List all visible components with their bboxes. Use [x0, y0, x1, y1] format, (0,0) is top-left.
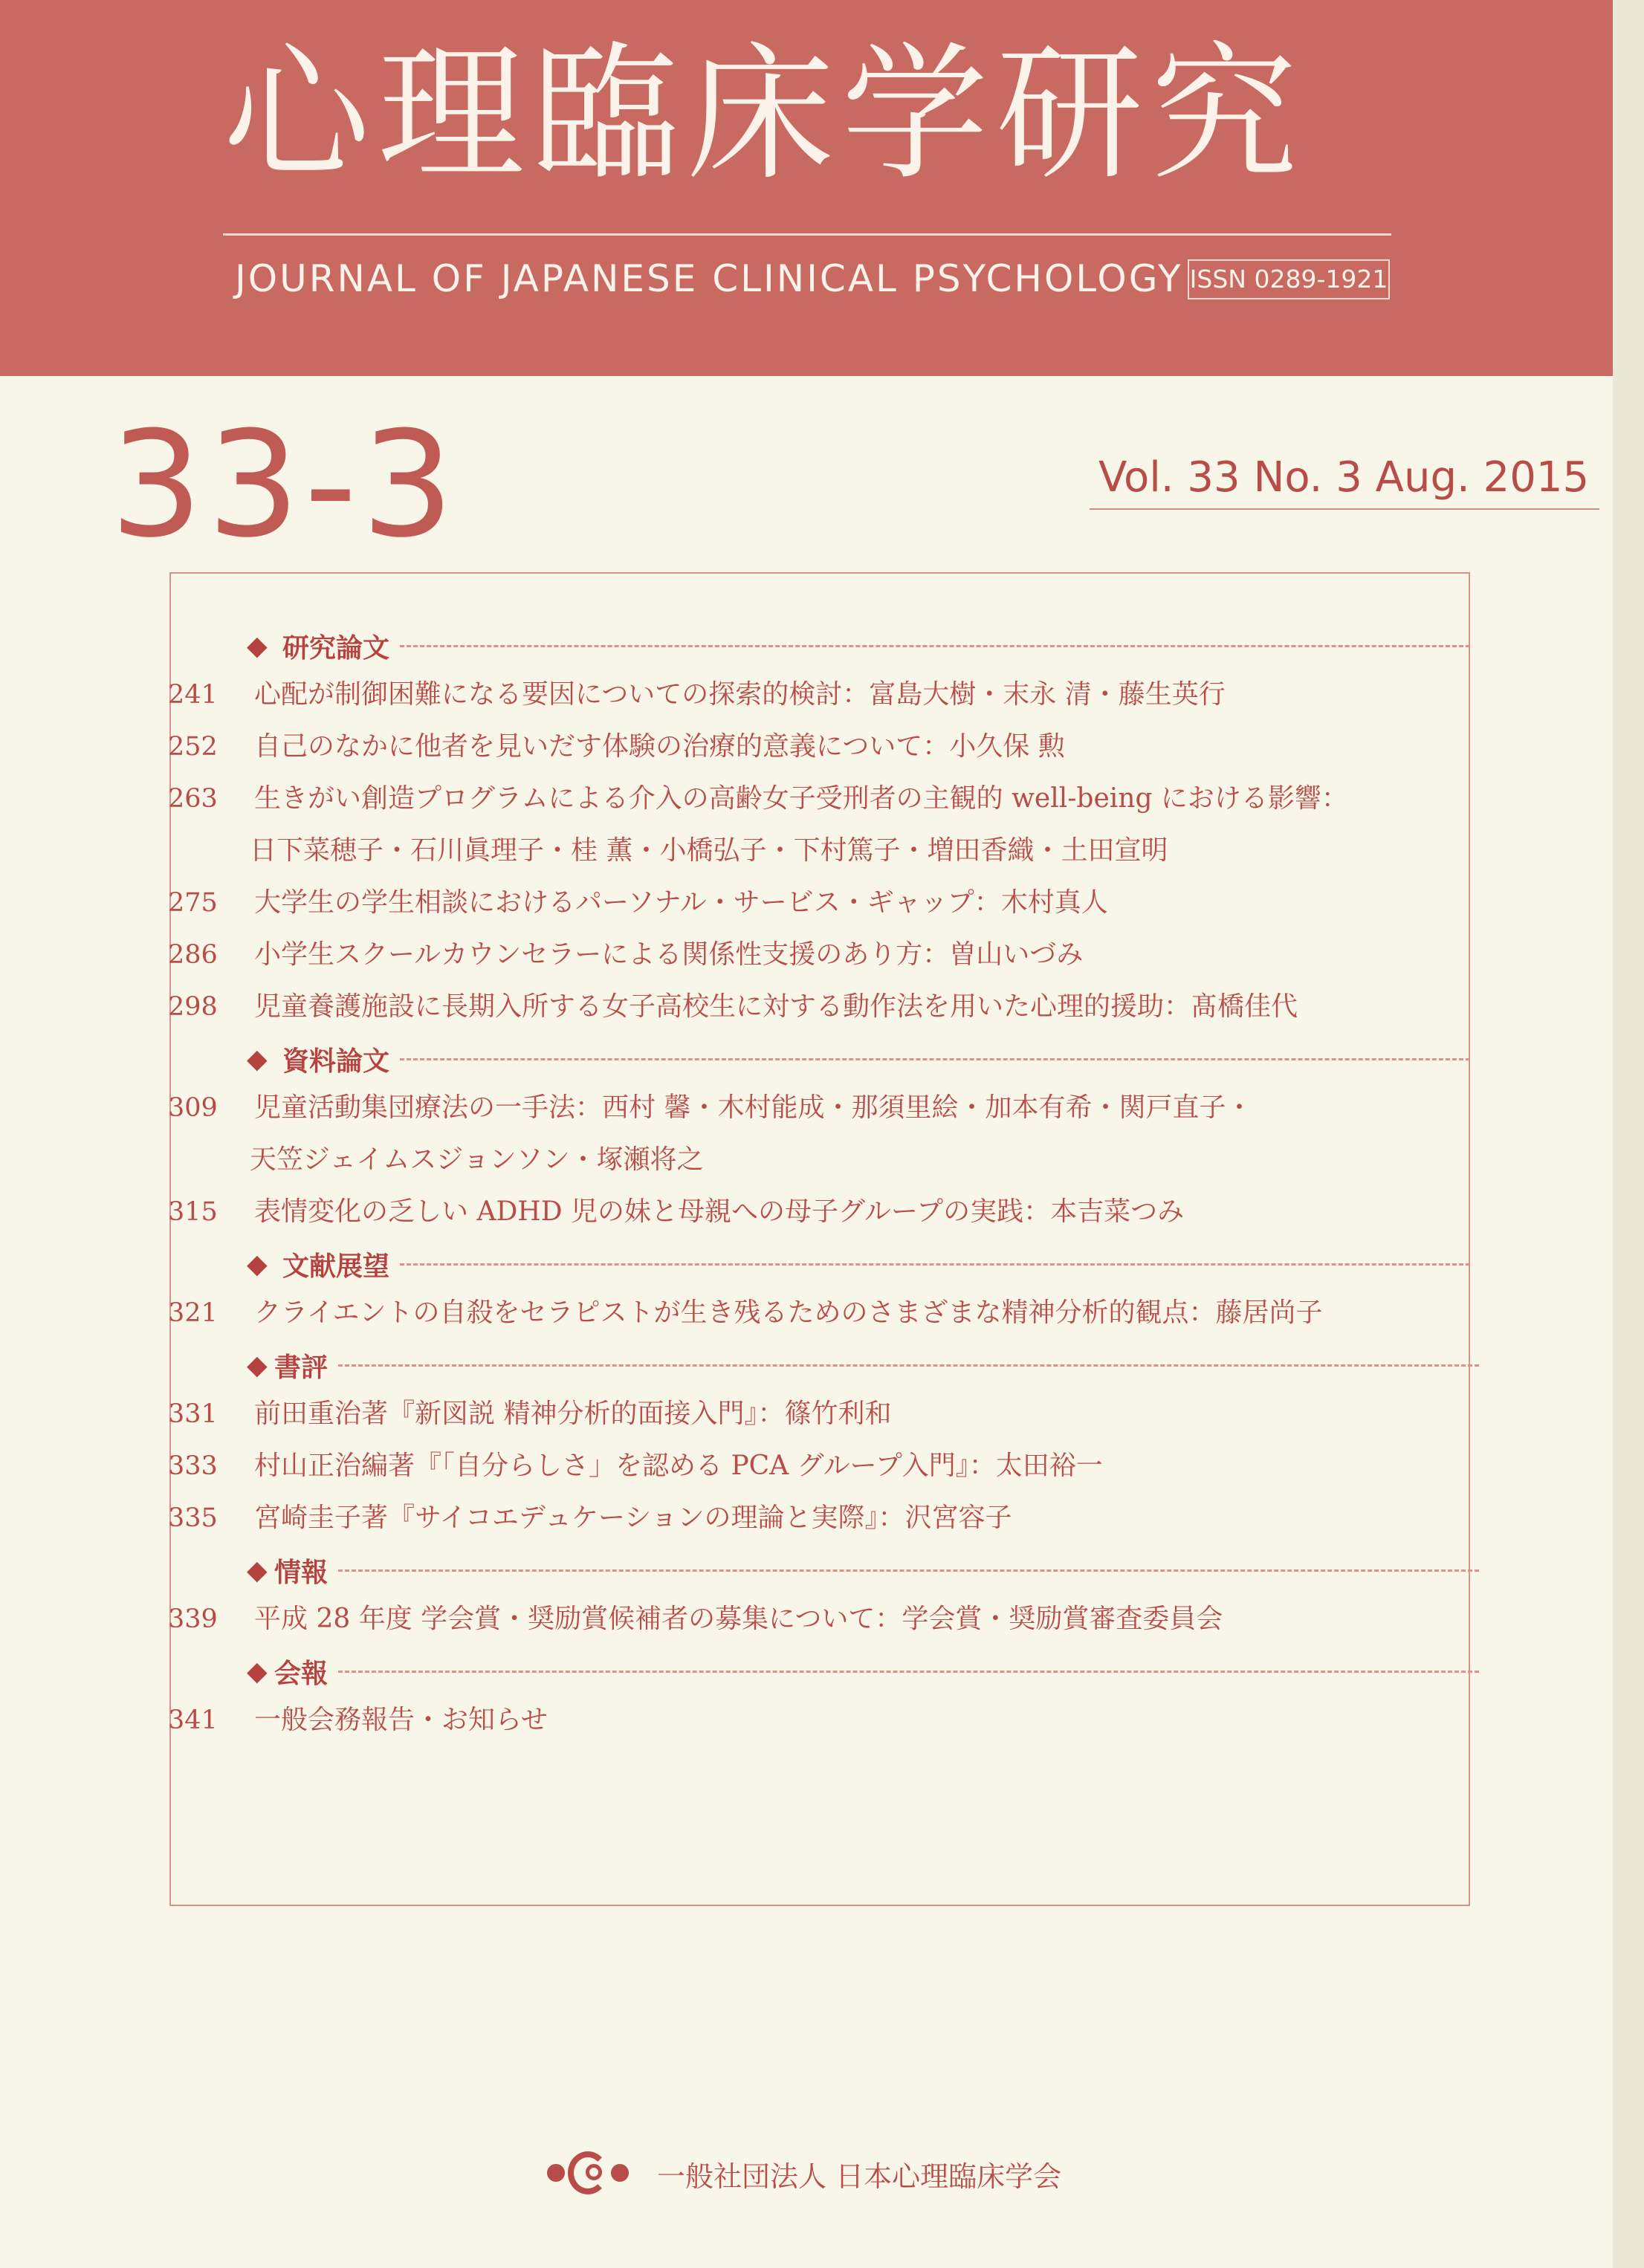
title-band: [0, 0, 1613, 376]
toc-entry: [164, 1699, 1479, 1751]
journal-title: 心理臨床学研究: [223, 28, 1305, 200]
toc-entry: [164, 985, 1479, 1037]
toc-entry: [164, 725, 1479, 777]
entry-title: 村山正治編著『「自分らしさ」を認める PCA グループ入門』：太田裕一: [254, 1451, 1103, 1481]
toc-entry: [164, 1190, 1479, 1242]
toc-entry: [164, 777, 1479, 829]
toc-entry: [164, 673, 1479, 725]
entry-page-number: 339: [168, 1604, 218, 1634]
entry-page-number: 309: [168, 1093, 218, 1123]
section-label: 研究論文: [282, 632, 390, 664]
journal-title-english: JOURNAL OF JAPANESE CLINICAL PSYCHOLOGY: [235, 257, 1183, 300]
publisher-footer: [547, 2148, 1061, 2200]
toc-entry: [164, 1086, 1479, 1138]
entry-title: 自己のなかに他者を見いだす体験の治療的意義について：小久保 勲: [254, 731, 1065, 762]
diamond-icon: ◆: [247, 1555, 268, 1586]
toc-entry: [164, 881, 1479, 933]
table-of-contents: [164, 624, 1479, 1751]
entry-title: 一般会務報告・お知らせ: [254, 1705, 548, 1735]
entry-title: 前田重治著『新図説 精神分析的面接入門』：篠竹利和: [254, 1399, 892, 1429]
toc-entry: [164, 1393, 1479, 1445]
toc-section-heading: [164, 1344, 1479, 1387]
entry-title: 児童養護施設に長期入所する女子高校生に対する動作法を用いた心理的援助：髙橋佳代: [254, 991, 1298, 1022]
entry-page-number: 331: [168, 1399, 218, 1429]
entry-title: クライエントの自殺をセラピストが生き残るためのさまざまな精神分析的観点：藤居尚子: [254, 1297, 1323, 1328]
toc-entry: [164, 1445, 1479, 1497]
publisher-name: 一般社団法人 日本心理臨床学会: [657, 2160, 1062, 2193]
toc-section-heading: [164, 1549, 1479, 1592]
toc-entry: [164, 1292, 1479, 1344]
entry-page-number: 252: [168, 732, 218, 762]
entry-title: 小学生スクールカウンセラーによる関係性支援のあり方：曽山いづみ: [254, 939, 1084, 970]
entry-title: 大学生の学生相談におけるパーソナル・サービス・ギャップ：木村真人: [254, 887, 1108, 918]
entry-page-number: 241: [168, 680, 218, 710]
toc-entry: [164, 1138, 1479, 1190]
section-dashed-rule: [400, 1058, 1470, 1060]
diamond-icon: ◆: [247, 1350, 268, 1381]
section-dashed-rule: [338, 1569, 1479, 1572]
entry-title: 宮崎圭子著『サイコエデュケーションの理論と実際』：沢宮容子: [254, 1503, 1012, 1533]
diamond-icon: ◆: [247, 630, 268, 661]
entry-page-number: 286: [168, 940, 218, 970]
section-label: 情報: [274, 1556, 328, 1588]
issn-badge: ISSN 0289-1921: [1188, 259, 1390, 299]
section-label: 文献展望: [282, 1250, 390, 1282]
toc-section-heading: [164, 1650, 1479, 1693]
entry-page-number: 321: [168, 1298, 218, 1328]
society-logo-icon: [547, 2148, 636, 2200]
entry-title: 生きがい創造プログラムによる介入の高齢女子受刑者の主観的 well-being における影響：: [254, 783, 1348, 814]
section-label: 資料論文: [282, 1045, 390, 1077]
entry-title: 平成 28 年度 学会賞・奨励賞候補者の募集について：学会賞・奨励賞審査委員会: [254, 1604, 1223, 1634]
toc-section-heading: [164, 624, 1479, 667]
entry-page-number: 275: [168, 888, 218, 918]
entry-page-number: 341: [168, 1705, 218, 1735]
volume-info: Vol. 33 No. 3 Aug. 2015: [1098, 453, 1590, 502]
section-dashed-rule: [400, 645, 1470, 647]
toc-entry: [164, 1598, 1479, 1650]
entry-title: 表情変化の乏しい ADHD 児の妹と母親への母子グループの実践：本吉菜つみ: [254, 1196, 1185, 1227]
entry-title: 日下菜穂子・石川眞理子・桂 薫・小橋弘子・下村篤子・増田香織・土田宣明: [250, 835, 1168, 866]
toc-entry: [164, 1497, 1479, 1549]
entry-title: 児童活動集団療法の一手法：西村 馨・木村能成・那須里絵・加本有希・関戸直子・: [254, 1092, 1253, 1123]
section-label: 会報: [274, 1657, 328, 1689]
issue-number: 33-3: [110, 401, 459, 570]
entry-title: 天笠ジェイムスジョンソン・塚瀬将之: [250, 1144, 704, 1175]
entry-page-number: 263: [168, 784, 218, 814]
entry-page-number: 333: [168, 1451, 218, 1481]
toc-section-heading: [164, 1242, 1479, 1286]
volume-divider: [1090, 508, 1599, 510]
section-label: 書評: [274, 1351, 328, 1383]
toc-entry: [164, 829, 1479, 881]
section-dashed-rule: [400, 1263, 1470, 1266]
page-edge: [1613, 0, 1644, 2268]
diamond-icon: ◆: [247, 1656, 268, 1687]
entry-page-number: 315: [168, 1197, 218, 1227]
entry-page-number: 298: [168, 992, 218, 1022]
toc-section-heading: [164, 1037, 1479, 1080]
section-dashed-rule: [338, 1364, 1479, 1367]
section-dashed-rule: [338, 1671, 1479, 1673]
entry-page-number: 335: [168, 1503, 218, 1533]
diamond-icon: ◆: [247, 1043, 268, 1075]
diamond-icon: ◆: [247, 1248, 268, 1280]
title-divider: [223, 233, 1391, 236]
toc-entry: [164, 933, 1479, 985]
entry-title: 心配が制御困難になる要因についての探索的検討：富島大樹・末永 清・藤生英行: [254, 679, 1226, 710]
